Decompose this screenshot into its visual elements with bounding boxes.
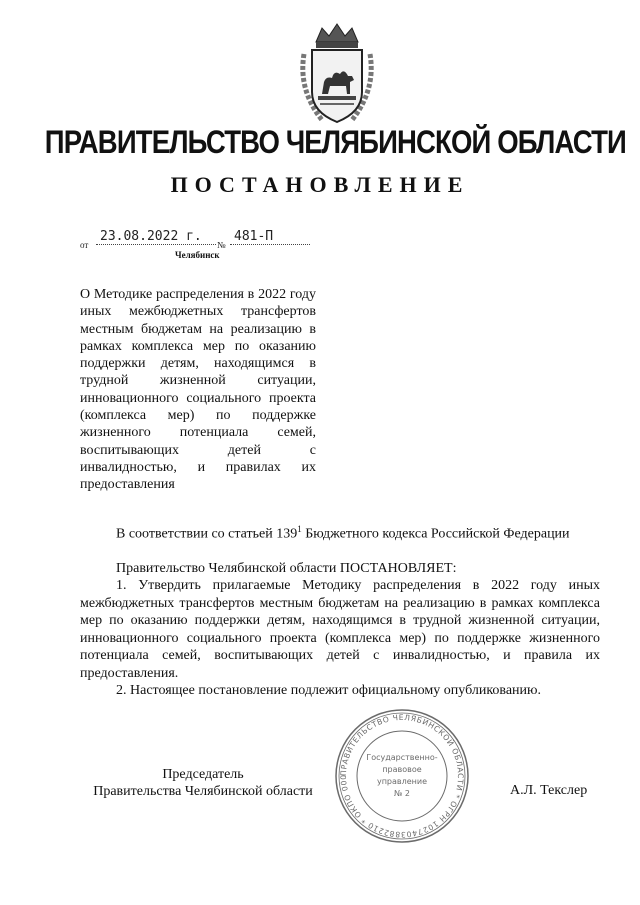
signer-title [78,766,328,800]
organization-title: ПРАВИТЕЛЬСТВО ЧЕЛЯБИНСКОЙ ОБЛАСТИ [44,124,626,160]
stamp-center-line-1: Государственно- [366,753,438,762]
document-date: 23.08.2022 г. [96,229,216,245]
city-name: Челябинск [175,250,220,260]
decree-item-2: 2. Настоящее постановление подлежит официальному опубликованию. [116,683,541,698]
article-superscript: 1 [297,524,302,534]
official-stamp [332,708,472,844]
document-type-heading: ПОСТАНОВЛЕНИЕ [170,172,470,197]
preamble-text: В соответствии со статьей 139 [116,526,298,542]
signer-title-line-1: Председатель [162,767,244,782]
preamble-paragraph [80,521,600,543]
number-label: № [217,240,226,250]
stamp-center-line-3: управление [376,777,428,786]
document-number: 481-П [230,229,310,245]
decree-item-1: 1. Утвердить прилагаемые Методику распределения в 2022 году иных межбюджетных трансфертов местным бюджетам на реализацию в рамках комплекса мер по оказанию поддержки детям, находящимся в трудной жизненной ситуации, инновационного социального проекта (комплекса мер) по поддержке жизненного потенциала семей, воспитывающих детей с инвалидностью, и правила их предоставления. [80,578,600,681]
stamp-center-line-4: № 2 [394,789,410,798]
preamble-text-end: Бюджетного кодекса Российской Федерации [301,526,570,542]
signer-title-line-2: Правительства Челябинской области [93,784,313,799]
coat-of-arms-icon [296,20,378,130]
document-subject: О Методике распределения в 2022 году иных межбюджетных трансфертов местным бюджетам на реализацию в рамках комплекса мер по оказанию поддержки детям, находящимся в трудной жизненной ситуации, инновационного социального проекта (комплекса мер) по поддержке жизненного потенциала семей, воспитывающих детей с инвалидностью, и правилах их предоставления [80,287,316,493]
decree-line: Правительство Челябинской области ПОСТАНОВЛЯЕТ: [116,561,457,576]
signer-name: А.Л. Текслер [510,783,588,798]
date-label: от [80,240,89,250]
stamp-center-line-2: правовое [382,765,422,774]
stamp-ring-text: ПРАВИТЕЛЬСТВО ЧЕЛЯБИНСКОЙ ОБЛАСТИ * ОГРН 1027403882210 * ОКПО 000 [338,712,466,840]
